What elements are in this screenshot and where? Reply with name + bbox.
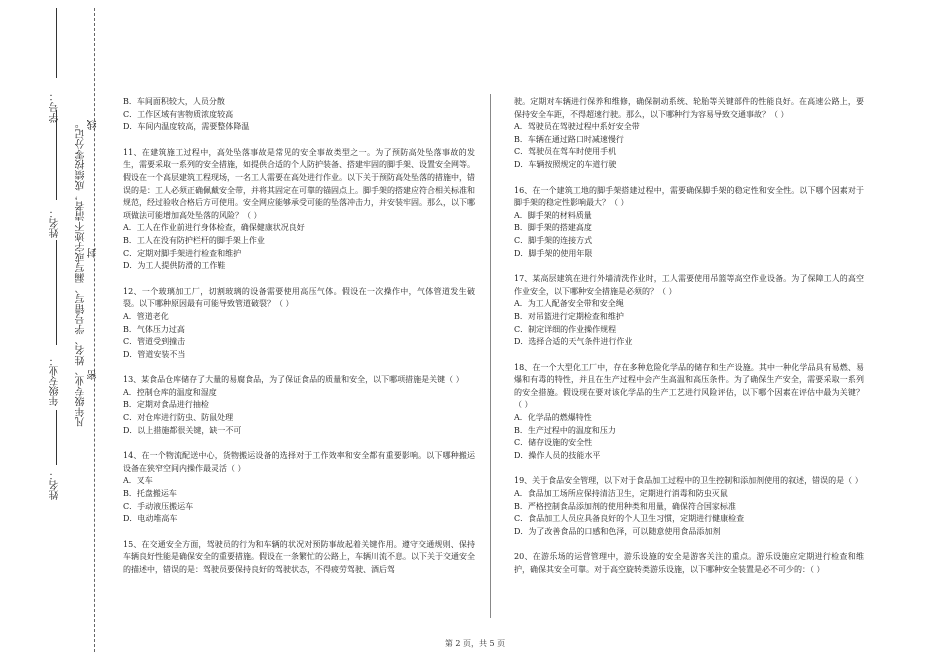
- option: C．管道受到撞击: [123, 337, 186, 347]
- option: C．脚手架的连接方式: [514, 235, 593, 245]
- seal-char-secret: 密: [88, 370, 99, 380]
- student-id-label: 学号：: [50, 90, 61, 123]
- option: B．工人在没有防护栏杆的脚手架上作业: [123, 235, 265, 245]
- name-label: 姓名：: [50, 208, 61, 238]
- option: C．手动液压搬运车: [123, 501, 194, 511]
- option: A．为工人配备安全带和安全绳: [514, 299, 624, 309]
- option: B．定期对食品进行抽检: [123, 400, 209, 410]
- option: A．驾驶员在驾驶过程中系好安全带: [514, 122, 640, 132]
- option: D．管道安装不当: [123, 349, 186, 359]
- option: A．管道老化: [123, 311, 169, 321]
- question-stem: 13、某食品仓库储存了大量的易腐食品，为了保证食品的质量和安全，以下哪项措施是关键（ ）: [123, 375, 464, 385]
- question-stem: 12、一个玻璃加工厂，切割玻璃的设备需要使用高压气体。假设在一次操作中，气体管道发生破裂。以下哪种原因最有可能导致管道破裂？（ ）: [123, 286, 475, 309]
- option: D．为了改善食品的口感和色泽，可以随意使用食品添加剂: [514, 526, 721, 536]
- option: C．定期对脚手架进行检查和维护: [123, 248, 242, 258]
- question-19: [514, 475, 864, 538]
- name-blank: [56, 110, 57, 200]
- option: C．对仓库进行防虫、防鼠处理: [123, 413, 234, 423]
- question-stem: 驶。定期对车辆进行保养和维修，确保制动系统、轮胎等关键部件的性能良好。在高速公路上，要保持安全车距，不得超速行驶。那么，以下哪种行为容易导致交通事故？（ ）: [514, 97, 864, 119]
- option: B．车辆在通过路口时减速慢行: [514, 134, 624, 144]
- option: B．对吊篮进行定期检查和维护: [514, 311, 624, 321]
- option: A．脚手架的材料质量: [514, 210, 592, 220]
- question-14: [123, 450, 475, 526]
- question-stem: 16、在一个建筑工地的脚手架搭建过程中，需要确保脚手架的稳定性和安全性。以下哪个因素对于脚手架的稳定性影响最大？（ ）: [514, 185, 864, 208]
- option: C．食品加工人员应具备良好的个人卫生习惯，定期进行健康检查: [514, 514, 745, 524]
- option: D．脚手架的使用年限: [514, 248, 593, 258]
- student-id-blank: [56, 8, 57, 78]
- question-stem: 20、在游乐场的运营管理中，游乐设施的安全是游客关注的重点。游乐设施应定期进行检查和维护，确保其安全可靠。对于高空旋转类游乐设施，以下哪种安全装置是必不可少的：（ ）: [514, 552, 864, 574]
- question-stem: 14、在一个物流配送中心，货物搬运设备的选择对于工作效率和安全都有重要影响。以下哪种搬运设备在狭窄空间内操作最灵活（ ）: [123, 451, 475, 473]
- question-15-continued: [514, 96, 864, 172]
- option: C．制定详细的作业操作规程: [514, 324, 617, 334]
- option: D．以上措施都很关键，缺一不可: [123, 425, 242, 435]
- option: B．车间面积较大，人员分散: [123, 97, 225, 106]
- option: D．电动堆高车: [123, 514, 178, 524]
- option: C．工作区域有害物质浓度较高: [123, 109, 234, 119]
- option: D．操作人员的技能水平: [514, 450, 601, 460]
- option: B．严格控制食品添加剂的使用种类和用量，确保符合国家标准: [514, 501, 736, 511]
- option: C．储存设施的安全性: [514, 438, 593, 448]
- column-divider: [490, 94, 491, 618]
- question-10-tail: [123, 96, 475, 134]
- option: A．叉车: [123, 476, 153, 486]
- question-stem: 15、在交通安全方面，驾驶员的行为和车辆的状况对预防事故起着关键作用。遵守交通规则、保持车辆良好性能是确保安全的重要措施。假设在一条繁忙的公路上，车辆川流不息。以下关于交通安全的描述中，错误的是：驾驶员要保持良好的驾驶状态，不得疲劳驾驶、酒后驾: [123, 539, 475, 574]
- option: C．驾驶员在驾车时使用手机: [514, 147, 617, 157]
- question-11: [123, 147, 475, 273]
- question-17: [514, 273, 864, 349]
- option: B．托盘搬运车: [123, 489, 177, 499]
- option: A．食品加工场所应保持清洁卫生，定期进行消毒和防虫灭鼠: [514, 489, 728, 499]
- school-label: 姓名：: [50, 470, 61, 500]
- filling-warning: 凡年级专业、姓名、学号错写、漏写或字迹不清者，成绩按零分记。: [76, 118, 87, 427]
- question-16: [514, 185, 864, 261]
- question-12: [123, 286, 475, 362]
- page-number: 第 2 页，共 5 页: [444, 639, 506, 648]
- left-column: [123, 96, 475, 584]
- seal-char-seal: 封: [88, 248, 99, 258]
- question-stem: 17、某高层建筑在进行外墙清洗作业时，工人需要使用吊篮等高空作业设备。为了保障工人的高空作业安全，以下哪种安全措施是必须的？（ ）: [514, 274, 864, 296]
- question-15: [123, 539, 475, 577]
- seal-char-line: 线: [88, 120, 99, 130]
- grade-major-blank: [56, 240, 57, 345]
- option: D．车辆按照规定的车道行驶: [514, 159, 617, 169]
- option: A．工人在作业前进行身体检查，确保健康状况良好: [123, 223, 305, 233]
- option: A．化学品的燃爆特性: [514, 413, 592, 423]
- option: B．脚手架的搭建高度: [514, 223, 592, 233]
- grade-major-label: 年级专业：: [50, 356, 61, 406]
- right-column: [514, 96, 864, 584]
- question-18: [514, 362, 864, 463]
- binding-margin: [0, 0, 110, 672]
- question-stem: 19、关于食品安全管理，以下对于食品加工过程中的卫生控制和添加剂使用的叙述，错误的是（ ）: [514, 476, 863, 486]
- question-stem: 11、在建筑施工过程中，高处坠落事故是常见的安全事故类型之一。为了预防高处坠落事故的发生，需要采取一系列的安全措施，如提供合适的个人防护装备、搭建牢固的脚手架、设置安全网等。假设在一个高层建筑工程现场，一名工人需要在高处进行作业。以下关于预防高处坠落的措施中，错误的是：工人必须正确佩戴安全带，并将其固定在可靠的锚固点上。脚手架的搭建应符合相关标准和规范，经过验收合格后方可使用。安全网应能够承受可能的坠落冲击力，并安装牢固。那么，以下哪项做法可能增加高处坠落的风险？（ ）: [123, 147, 475, 220]
- dashed-cut-line: [94, 8, 95, 652]
- option: A．控制仓库的温度和湿度: [123, 387, 217, 397]
- option: B．气体压力过高: [123, 324, 185, 334]
- option: D．为工人提供防滑的工作鞋: [123, 261, 226, 271]
- option: B．生产过程中的温度和压力: [514, 425, 616, 435]
- question-stem: 18、在一个大型化工厂中，存在多种危险化学品的储存和生产设施。其中一种化学品具有易燃、易爆和有毒的特性，并且在生产过程中会产生高温和高压条件。为了确保生产安全，需要采取一系列的安全措施。假设现在要对该化学品的生产工艺进行风险评估，以下哪个因素在评估中最为关键？（ ）: [514, 362, 864, 410]
- option: D．选择合适的天气条件进行作业: [514, 337, 633, 347]
- option: D．车间内温度较高，需要整体降温: [123, 122, 250, 132]
- school-blank: [56, 410, 57, 465]
- question-13: [123, 374, 475, 437]
- question-20: [514, 551, 864, 576]
